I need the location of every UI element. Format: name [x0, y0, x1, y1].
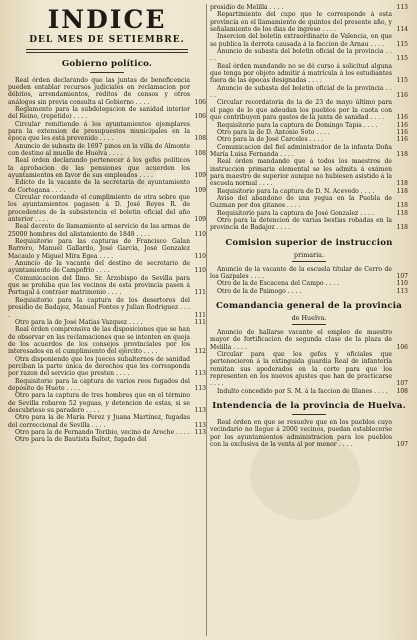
index-entry — [210, 144, 408, 159]
page-number: 118 — [396, 202, 408, 210]
index-entry — [8, 121, 206, 143]
entry-text: Real órden mandando no se dé curso á solicitud alguna que tenga por objeto admitir á matrícula á los estudiantes fuera de las épocas designadas . . . . — [210, 62, 392, 85]
section-rule — [292, 261, 326, 262]
page-number: 109 — [194, 216, 206, 224]
page-number: 111 — [194, 311, 206, 319]
page-number: 116 — [396, 121, 408, 129]
entry-text: Circular recordando el cumplimiento de otra sobre que los ayuntamientos pagasen á D. José Reyes R. de procedentes de la subsistencia el boletin oficial del año anterior . . . . — [8, 194, 190, 224]
index-entry — [8, 106, 206, 121]
page-number: 106 — [194, 113, 206, 121]
index-entry — [210, 33, 408, 48]
entry-text: Anuncio de la vacante del destino de secretario de ayuntamiento de Campofrío . . . . — [8, 260, 190, 275]
page-number: 106 — [396, 343, 408, 351]
section-entries — [210, 419, 408, 448]
index-entry — [210, 122, 408, 129]
index-entry — [210, 63, 408, 85]
page-number: 108 — [194, 135, 206, 143]
index-entry — [210, 280, 408, 287]
index-entry — [210, 217, 408, 232]
section-rule — [292, 414, 326, 415]
entry-text: Otro para la de María Perez y Juana Martínez, fugadas del correccional de Sevilla . . . . — [8, 414, 190, 429]
month-subtitle: DEL MES DE SETIEMBRE. — [29, 35, 185, 45]
entry-text: Requisitorio para la captura de los desertores del presidio de Badajoz, Manuel Fontes y Julian Rodriguez . . . . — [8, 296, 190, 319]
page-number: 115 — [396, 55, 408, 63]
section-rule — [90, 72, 124, 73]
page-number: 116 — [396, 114, 408, 122]
page-number: 113 — [194, 370, 206, 378]
page-number: 107 — [396, 441, 408, 449]
entry-text: Otro de la de Escacena del Campo . . . . — [217, 280, 340, 288]
page-number: 108 — [194, 149, 206, 157]
index-entry — [8, 356, 206, 378]
entry-text: Anuncio de subasta del boletin oficial de la provincia . . . . — [210, 48, 392, 63]
page-number: 112 — [194, 348, 206, 356]
index-entry — [210, 48, 408, 63]
entry-text: Real órden declarando que las juntas de beneficencia pueden entablar recursos judiciales en reclamacion por débitos, arrendamientos, réditos de censos y otros análogos sin previa consulta al Gobierno . . . . — [8, 76, 190, 106]
entry-text: Circular recordatoria de la de 23 de mayo último para el pago de lo que adeudan los pueblos por la cuota con que contribuyen para gastos de la junta de sanidad . . . . — [210, 99, 392, 122]
page-number: 113 — [396, 287, 408, 295]
entry-text: Otro para la de José Matías Vazquez . . . . — [15, 318, 143, 326]
page-number: 106 — [194, 98, 206, 106]
right-sections — [210, 238, 408, 449]
section-entries — [210, 266, 408, 295]
index-entry — [8, 143, 206, 158]
entry-text: Comunicacion del Ilmo. Sr. Arzobispo de Sevilla para que se prohiba que los vecinos de esta provincia pasen á Portugal á contraer matrimonio . . . . — [8, 274, 190, 297]
section-rule — [292, 324, 326, 325]
page-number: 110 — [396, 280, 408, 288]
entry-text: Anuncio de hallarse vacante el empleo de maestro mayor de fortificacion de segunda clase de la plaza de Melilla . . . . — [210, 329, 392, 351]
index-entry — [8, 319, 206, 326]
index-entry — [210, 4, 408, 11]
entry-text: Requisitorio para la captura de varios reos fugados del depósito de Huete . . . . — [8, 377, 190, 392]
page-number: 108 — [396, 387, 408, 395]
page-number: 111 — [194, 318, 206, 326]
entry-text: Otro para la de Bautista Baltet, fugado del — [15, 436, 147, 444]
entry-text: Requisitorio para la captura de José Gonzalez . . . . — [217, 209, 374, 217]
section-title: Intendencia de la provincia de Huelva. — [212, 401, 406, 412]
index-entry — [210, 266, 408, 281]
index-entry — [210, 210, 408, 217]
index-entry — [210, 419, 408, 448]
page-number: 118 — [396, 224, 408, 232]
index-entry — [8, 275, 206, 297]
index-entry — [210, 288, 408, 295]
entry-text: presidio de Melilla . . . . — [210, 4, 284, 11]
index-entry — [210, 136, 408, 143]
entry-text: Reglamento para la subdelegacion de sanidad interior del Reino, (repetido) . . . . — [8, 105, 190, 121]
index-entry — [8, 260, 206, 275]
entry-text: Otro de la de Paimogo . . . . — [217, 287, 302, 295]
entry-text: Anuncio de subasta de 1697 pinos en la villa de Almonte con destino al muelle de Huelva . . . . — [8, 142, 190, 157]
entry-text: Real decreto de llamamiento al servicio de las armas de 25000 hombres del alistamiento de 1848 . . . . — [8, 223, 190, 238]
index-entry — [8, 378, 206, 393]
page-number: 115 — [396, 77, 408, 85]
entry-text: Real órden mandando que á todos los maestros de instruccion primaria elemental se les admita á exámen para maestro de superior aunque no hubiesen asistido á la escuela normal . . . . — [210, 158, 392, 188]
page-number: 113 — [396, 4, 408, 11]
right-entries-list — [210, 4, 408, 232]
entry-text: Real órden en que se resuelve que en los pueblos cuyo vecindario no llegue á 2000 vecinos, puedan establecerse por los ayuntamientos administracion para los pueblos con la exclusiva de la venta al por menor . . . . — [210, 419, 392, 449]
page-number: 113 — [194, 421, 206, 429]
entry-text: Requisitorio para las capturas de Francisco Galan Barrero, Manuel Gallardo, José García, José Gonzalez Macaulo y Miguel Mira Egea . . . . — [8, 238, 190, 260]
index-entry — [210, 85, 408, 100]
index-entry — [210, 158, 408, 187]
page-number: 113 — [194, 429, 206, 436]
entry-text: Anuncio de la vacante de la escuela titular de Cerro de los Gazpales . . . . — [210, 265, 392, 280]
page-number: 110 — [194, 267, 206, 275]
entry-text: Real órden comprensiva de las disposiciones que se han de observar en las reclamaciones que se intenten en queja de los acuerdos de los consejos provinciales por los interesados en el cumplimiento del ejército . . . . — [8, 326, 190, 356]
page-number: 107 — [396, 273, 408, 280]
section-title: Comision superior de instruccion — [225, 237, 393, 248]
entry-text: Circular remitiendo á los ayuntamientos ejemplares para la extension de presupuestos municipales en la época que les está prevenido . . . . — [8, 120, 190, 143]
entry-text: Otro para la de D. Antonio Soto . . . . — [217, 128, 330, 136]
index-entry — [8, 223, 206, 238]
index-entry — [210, 188, 408, 195]
page-number: 118 — [396, 187, 408, 195]
entry-text: Otra disponiendo que los jueces subalternos de sanidad perciban la parte única de derechos que les corresponda por razon del servicio que presten . . . . — [8, 355, 190, 378]
page-number: 109 — [194, 186, 206, 194]
index-entry — [8, 414, 206, 429]
entry-text: Aviso del abandono de una yegua en la Puebla de Guzman por dos gitanos . . . . — [210, 194, 392, 210]
index-entry — [8, 297, 206, 319]
entry-text: Insercion del boletin extraordinario de Valencia, en que se publica la derrota causada á la faccion de Arnau . . . . — [210, 33, 392, 48]
entry-text: Comunicacion del fiel administrador de la infanta Doña María Luisa Fernanda . . . . — [210, 143, 392, 158]
right-column — [210, 4, 408, 449]
index-entry — [8, 436, 206, 443]
page-number: 118 — [396, 150, 408, 158]
index-entry — [210, 11, 408, 33]
index-entry — [8, 392, 206, 414]
page-number: 113 — [194, 406, 206, 414]
section-title: Gobierno político. — [61, 58, 153, 69]
index-title: INDICE — [47, 5, 167, 34]
entry-text: Otro para la captura de tres hombres que en el término de Sevilla robaron 52 yeguas, y detencion de estas, si se descubriese su paradero . . . . — [8, 392, 190, 414]
page-number: 111 — [194, 289, 206, 297]
index-entry — [210, 388, 408, 395]
header-rule — [26, 49, 188, 53]
index-entry — [210, 351, 408, 388]
entry-text: Circular para que los gefes y oficiales que pertenecieron á la extinguida guardia Real de infantería remitan sus apoderados en la corte para que los representen en los nuevos ajustes que han de practicarse . . . . — [210, 351, 392, 388]
page-number: 115 — [396, 40, 408, 48]
page-number: 107 — [396, 380, 408, 388]
index-entry — [8, 157, 206, 179]
index-entry — [210, 129, 408, 136]
index-entry — [8, 326, 206, 355]
page-number: 116 — [396, 92, 408, 100]
index-entry — [210, 195, 408, 210]
index-entry — [210, 99, 408, 121]
entry-text: Otro para la detencion de varias bestias robadas en la provincia de Badajoz . . . . — [210, 216, 392, 232]
page-number: 116 — [396, 136, 408, 144]
page-number: 116 — [396, 128, 408, 136]
left-entries-list — [8, 77, 206, 444]
index-entry — [8, 429, 206, 436]
index-entry — [8, 194, 206, 223]
header — [8, 6, 206, 53]
section-title: Comandancia general de la provincia — [215, 301, 403, 312]
page-number: 118 — [396, 209, 408, 217]
entry-text: Indulto concedido por S. M. á la faccion de Illanes . . . . — [217, 387, 388, 395]
entry-text: Otro para la de José Carceles . . . . — [217, 136, 324, 144]
section-subtitle: primaria. — [294, 250, 324, 259]
entry-text: Otro para la de Fernando Toribio, vecino de Aroche . . . . — [15, 429, 190, 436]
entry-text: Real órden declarando pertenecer á los gefes políticos la aprobacion de las pensiones que acuerden los ayuntamientos en favor de sus empleados . . . . — [8, 157, 190, 179]
index-entry — [8, 179, 206, 194]
page-number: 114 — [396, 26, 408, 34]
section-subtitle: de Huelva. — [291, 314, 327, 323]
page-number: 118 — [396, 180, 408, 188]
left-column — [8, 6, 206, 444]
entry-text: Repartimiento del cupo que le corresponde á esta provincia en el llamamiento de quintos del presente año, y señalamiento de los dias de ingreso . . . . — [210, 11, 392, 34]
column-divider — [206, 4, 207, 636]
entry-text: Requisitorio para la captura de D. N. Acevedo . . . . — [217, 187, 375, 195]
entry-text: Edicto de la vacante de la secretaría de ayuntamiento de Cortegana . . . . — [8, 179, 190, 194]
page-number: 110 — [194, 230, 206, 238]
entry-text: Anuncio de subasta del boletin oficial de la provincia . . . . — [210, 84, 392, 100]
index-entry — [210, 329, 408, 351]
page-number: 109 — [194, 171, 206, 179]
index-entry — [8, 77, 206, 106]
index-entry — [8, 238, 206, 260]
section-entries — [210, 329, 408, 395]
page-number: 113 — [194, 384, 206, 392]
page-number: 110 — [194, 252, 206, 260]
entry-text: Requisitorio para la captura de Domingo Tapia . . . . — [217, 121, 378, 129]
